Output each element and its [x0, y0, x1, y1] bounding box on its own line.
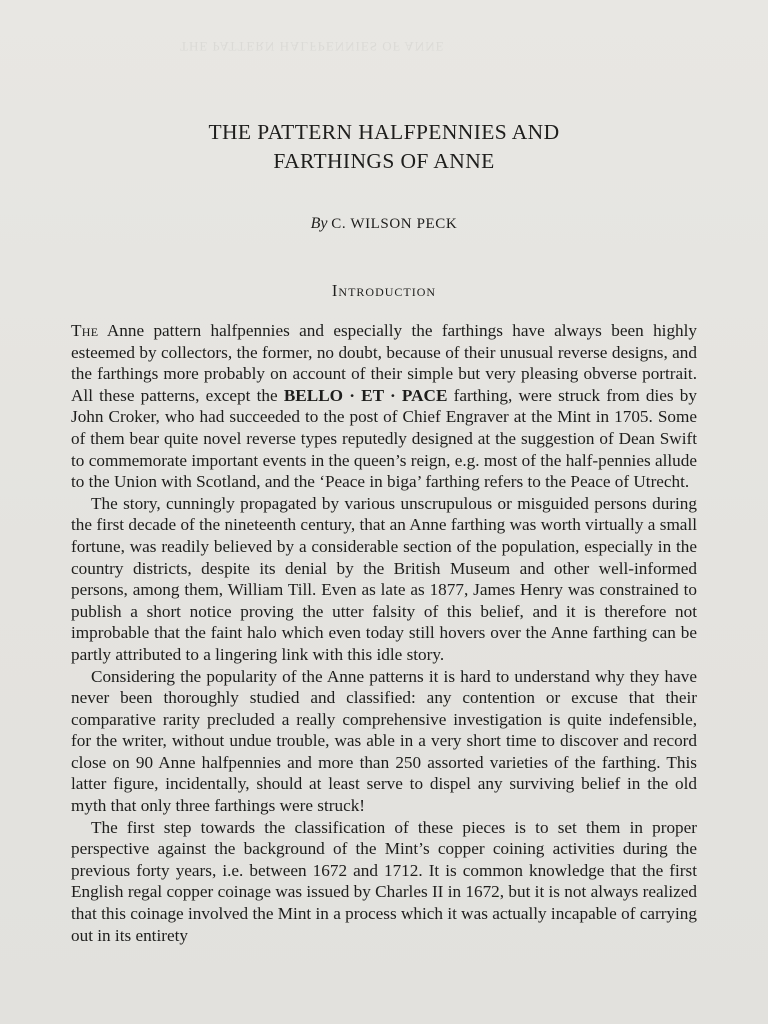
article-title-line-1: THE PATTERN HALFPENNIES AND [208, 120, 560, 144]
paragraph-1-bold-legend: BELLO · ET · PACE [283, 385, 448, 405]
bleed-through-text: THE PATTERN HALFPENNIES OF ANNE [180, 39, 445, 54]
paragraph-1 [71, 320, 697, 493]
paragraph-1-text-a: Anne pattern halfpennies and especially the farthings have always been highly esteemed by collectors, the former, no doubt, because of their unusual reverse designs, and the farthings more probably on account of their simple but very pleasing obverse portrait. All these patterns, except the [71, 321, 697, 405]
byline-by: By [310, 215, 328, 232]
article-title-line-2: FARTHINGS OF ANNE [273, 149, 495, 173]
article-title [0, 118, 768, 176]
paragraph-1-lead: The [71, 321, 99, 340]
paragraph-2: The story, cunningly propagated by various unscrupulous or misguided persons during the first decade of the nineteenth century, that an Anne farthing was worth virtually a small fortune, was readily believed by a considerable section of the population, especially in the country districts, despite its denial by the British Museum and other well-informed persons, among them, William Till. Even as late as 1877, James Henry was constrained to publish a short notice proving the utter falsity of this belief, and it is therefore not improbable that the faint halo which even today still hovers over the Anne farthing can be partly attributed to a lingering link with this idle story. [71, 493, 697, 664]
section-heading: Introduction [331, 281, 437, 300]
paragraph-1-text-b: farthing, were struck from dies by John Croker, who had succeeded to the post of Chief Engraver at the Mint in 1705. Some of them bear quite novel reverse types reputedly designed at the suggestion of Dean Swift to commemorate important events in the queen’s reign, e.g. most of the half-pennies allude to the Union with Scotland, and the ‘Peace in biga’ farthing refers to the Peace of Utrecht. [71, 385, 697, 492]
byline [0, 215, 768, 233]
paragraph-3: Considering the popularity of the Anne patterns it is hard to understand why they have never been thoroughly studied and classified: any contention or excuse that their comparative rarity precluded a really comprehensive investigation is quite indefensible, for the writer, without undue trouble, was able in a very short time to discover and record close on 90 Anne halfpennies and more than 250 assorted varieties of the farthing. This latter figure, incidentally, should at least serve to dispel any surviving belief in the old myth that only three farthings were struck! [71, 666, 697, 816]
paragraph-4: The first step towards the classification of these pieces is to set them in proper perspective against the background of the Mint’s copper coining activities during the previous forty years, i.e. between 1672 and 1712. It is common knowledge that the first English regal copper coinage was issued by Charles II in 1672, but it is not always realized that this coinage involved the Mint in a process which it was actually incapable of carrying out in its entirety [71, 817, 697, 945]
byline-author: C. WILSON PECK [331, 216, 458, 232]
article-body [71, 320, 697, 946]
